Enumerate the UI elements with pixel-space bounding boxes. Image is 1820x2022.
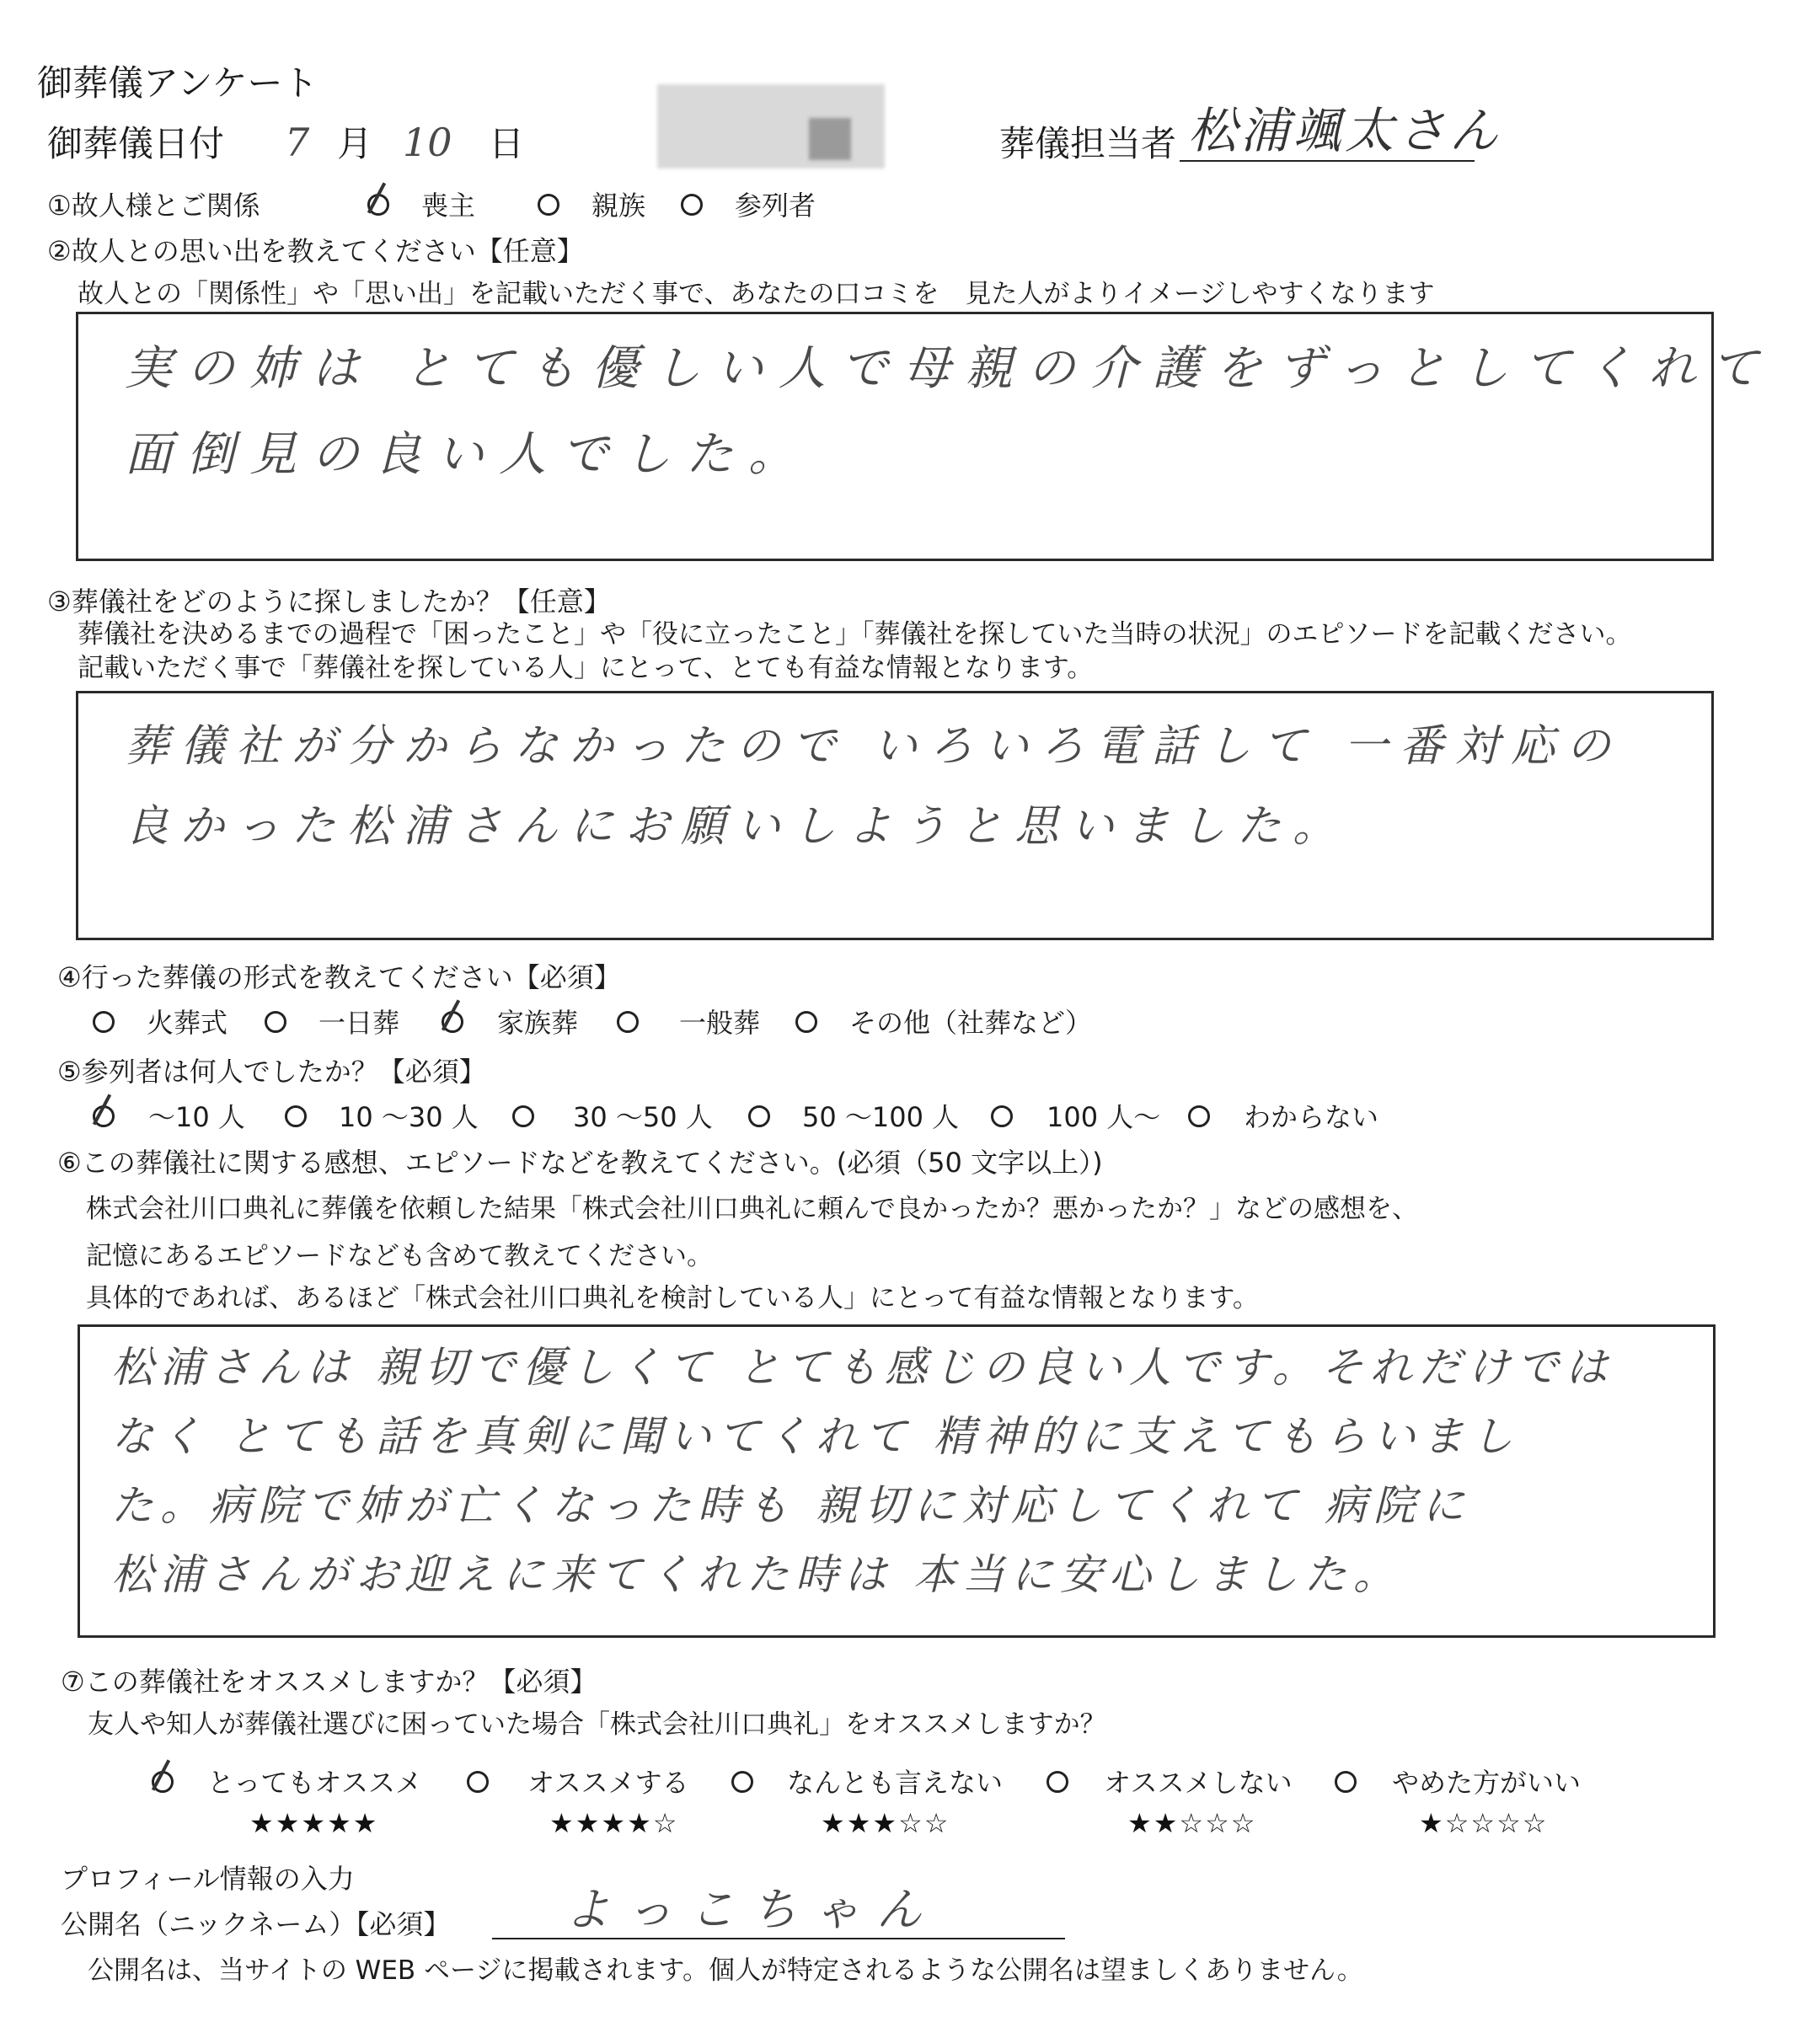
q5-radio-10-30[interactable] <box>285 1105 307 1127</box>
date-day-unit: 日 <box>489 123 525 164</box>
q1-option-attendee: 参列者 <box>735 190 816 222</box>
q5-option-50-100: 50 ～100 人 <box>802 1101 960 1133</box>
q7-option-recommend: オススメする <box>527 1767 689 1799</box>
q4-radio-general[interactable] <box>617 1011 639 1033</box>
q7-radio-recommend[interactable] <box>467 1771 489 1793</box>
q7-option-highly-recommend: とってもオススメ <box>207 1767 423 1799</box>
q1-option-relative: 親族 <box>592 190 646 222</box>
form-title: 御葬儀アンケート <box>37 62 318 104</box>
date-month-value[interactable]: 7 <box>285 120 310 165</box>
q5-title: ⑤参列者は何人でしたか？【必須】 <box>57 1056 486 1088</box>
profile-name-value[interactable]: よっこちゃん <box>565 1883 939 1936</box>
q7-stars-3: ★★★☆☆ <box>821 1807 950 1839</box>
q2-title: ②故人との思い出を教えてください【任意】 <box>47 235 584 267</box>
q5-radio-50-100[interactable] <box>748 1105 770 1127</box>
q7-stars-2: ★★☆☆☆ <box>1127 1807 1257 1839</box>
q7-stars-5: ★★★★★ <box>249 1807 379 1839</box>
q7-stars-1: ★☆☆☆☆ <box>1419 1807 1549 1839</box>
q2-answer-line-2: 面倒見の良い人でした。 <box>125 427 811 482</box>
q5-radio-over-100[interactable] <box>991 1105 1013 1127</box>
date-day-value[interactable]: 10 <box>403 120 452 165</box>
staff-label: 葬儀担当者 <box>999 123 1177 164</box>
q1-radio-chief-mourner[interactable] <box>367 194 389 216</box>
profile-footer-note: 公開名は、当サイトの WEB ページに掲載されます。個人が特定されるような公開名は望ましくありません。 <box>88 1955 1363 1986</box>
q4-radio-one-day[interactable] <box>265 1011 286 1033</box>
q6-title: ⑥この葬儀社に関する感想、エピソードなどを教えてください。(必須（50 文字以上）) <box>57 1147 1103 1179</box>
q2-note: 故人との「関係性」や「思い出」を記載いただく事で、あなたの口コミを 見た人がよりイメージしやすくなります <box>78 279 1435 309</box>
q7-option-avoid: やめた方がいい <box>1392 1767 1582 1799</box>
q6-note-3: 具体的であれば、あるほど「株式会社川口典礼を検討している人」にとって有益な情報となります。 <box>86 1283 1259 1313</box>
q4-option-general: 一般葬 <box>679 1007 761 1039</box>
q4-option-family: 家族葬 <box>497 1007 579 1039</box>
q4-option-other: その他（社葬など） <box>849 1007 1093 1039</box>
q7-radio-highly-recommend[interactable] <box>152 1771 174 1793</box>
q2-answer-line-1: 実の姉は とても優しい人で母親の介護をずっとしてくれて <box>125 341 1774 396</box>
q1-title: ①故人様とご関係 <box>47 190 260 222</box>
profile-name-underline <box>492 1938 1065 1939</box>
q3-note-2: 記載いただく事で「葬儀社を探している人」にとって、とても有益な情報となります。 <box>78 653 1094 683</box>
q7-option-not-recommend: オススメしない <box>1104 1767 1293 1799</box>
q6-answer-line-1: 松浦さんは 親切で優しくて とても感じの良い人です。それだけでは <box>111 1343 1614 1392</box>
q4-radio-family[interactable] <box>442 1011 463 1033</box>
q3-answer-line-1: 葬儀社が分からなかったので いろいろ電話して 一番対応の <box>125 721 1623 772</box>
q5-radio-under-10[interactable] <box>93 1105 115 1127</box>
q5-option-under-10: ～10 人 <box>148 1101 245 1133</box>
q4-radio-cremation[interactable] <box>93 1011 115 1033</box>
staff-underline <box>1180 160 1475 162</box>
profile-name-label: 公開名（ニックネーム）【必須】 <box>61 1908 451 1940</box>
q6-answer-line-2: なく とても話を真剣に聞いてくれて 精神的に支えてもらいまし <box>111 1412 1520 1461</box>
q6-note-1: 株式会社川口典礼に葬儀を依頼した結果「株式会社川口典礼に頼んで良かったか？悪かったか？」などの感想を、 <box>86 1194 1418 1224</box>
q4-option-cremation: 火葬式 <box>147 1007 228 1039</box>
staff-value[interactable]: 松浦颯太さん <box>1188 102 1502 159</box>
q5-radio-30-50[interactable] <box>512 1105 534 1127</box>
q6-answer-line-3: た。病院で姉が亡くなった時も 親切に対応してくれて 病院に <box>111 1481 1471 1530</box>
q7-option-neutral: なんとも言えない <box>787 1767 1004 1799</box>
q4-option-one-day: 一日葬 <box>318 1007 400 1039</box>
q3-answer-line-2: 良かった松浦さんにお願いしようと思いました。 <box>125 801 1349 852</box>
q3-note-1: 葬儀社を決めるまでの過程で「困ったこと」や「役に立ったこと」「葬儀社を探していた当時の状況」のエピソードを記載ください。 <box>78 619 1632 650</box>
q1-radio-attendee[interactable] <box>681 194 703 216</box>
q6-note-2: 記憶にあるエピソードなども含めて教えてください。 <box>86 1241 713 1271</box>
q7-radio-avoid[interactable] <box>1335 1771 1357 1793</box>
q5-option-over-100: 100 人～ <box>1046 1101 1161 1133</box>
q3-title: ③葬儀社をどのように探しましたか？【任意】 <box>47 586 611 618</box>
q1-option-chief-mourner: 喪主 <box>421 190 476 222</box>
q7-radio-not-recommend[interactable] <box>1046 1771 1068 1793</box>
q5-option-30-50: 30 ～50 人 <box>573 1101 713 1133</box>
q5-option-10-30: 10 ～30 人 <box>339 1101 479 1133</box>
q7-note: 友人や知人が葬儀社選びに困っていた場合「株式会社川口典礼」をオススメしますか？ <box>88 1709 1106 1740</box>
q4-title: ④行った葬儀の形式を教えてください【必須】 <box>57 961 621 993</box>
date-month-unit: 月 <box>337 123 373 164</box>
q5-option-unknown: わからない <box>1244 1101 1379 1133</box>
q7-radio-neutral[interactable] <box>731 1771 753 1793</box>
date-label: 御葬儀日付 <box>47 123 225 164</box>
q5-radio-unknown[interactable] <box>1188 1105 1210 1127</box>
profile-section-title: プロフィール情報の入力 <box>61 1863 355 1895</box>
q6-answer-line-4: 松浦さんがお迎えに来てくれた時は 本当に安心しました。 <box>111 1550 1402 1599</box>
q7-title: ⑦この葬儀社をオススメしますか？【必須】 <box>61 1666 597 1698</box>
q1-radio-relative[interactable] <box>538 194 559 216</box>
q7-stars-4: ★★★★☆ <box>549 1807 679 1839</box>
q4-radio-other[interactable] <box>795 1011 817 1033</box>
redacted-block <box>809 118 851 160</box>
